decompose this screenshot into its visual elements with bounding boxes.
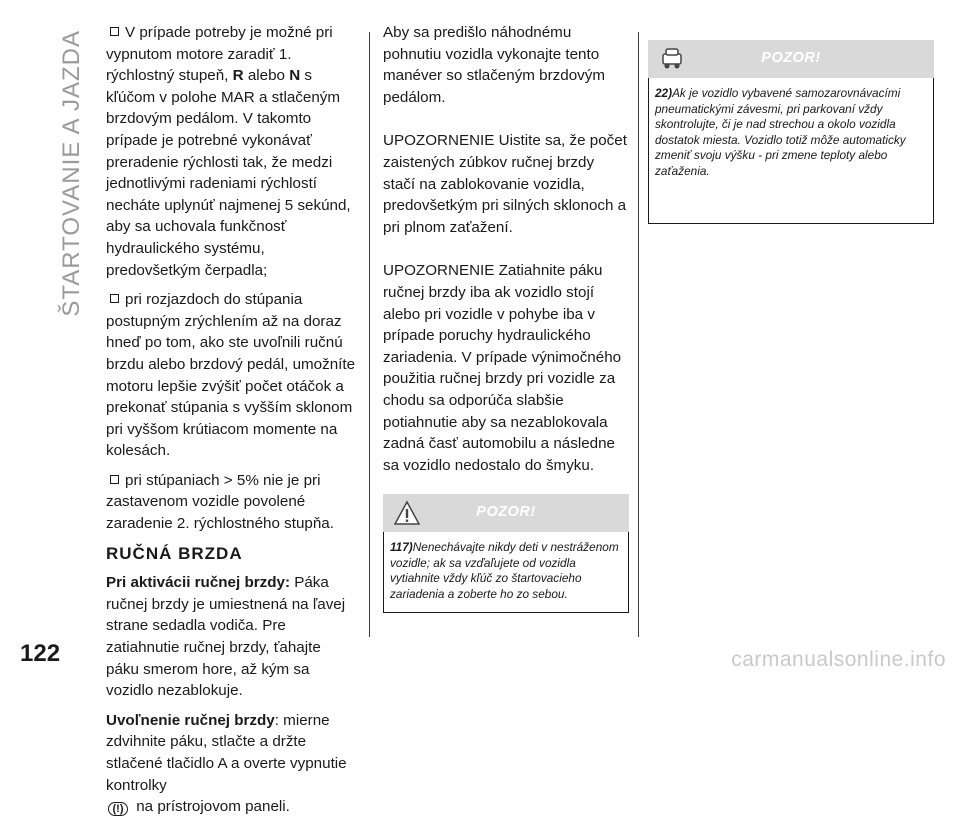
watermark: carmanualsonline.info [731,648,946,671]
chapter-side-title [52,30,92,330]
section-heading: RUČNÁ BRZDA [106,543,243,563]
column-3 [648,40,934,224]
column-1 [106,22,356,826]
page-number: 122 [20,640,61,667]
warning-box [648,40,934,224]
warning-triangle-icon [393,500,421,526]
activation-paragraph: Pri aktivácii ručnej brzdy: Páka ručnej brzdy je umiestnená na ľavej strane sedadla vodiča. Pre zatiahnutie ručnej brzdy, ťahajte páku smerom hore, až kým sa vozidlo nezablokuje. [106,574,346,700]
column-2 [383,22,629,613]
release-paragraph: Uvoľnenie ručnej brzdy: mierne zdvihnite páku, stlačte a držte stlačené tlačidlo A a overte vypnutie kontrolky (!) na prístrojovom paneli. [106,711,347,816]
warning-lamp-icon: (!) [108,802,128,816]
paragraph: Aby sa predišlo náhodnému pohnutiu vozidla vykonajte tento manéver so stlačeným brzdovým pedálom. [383,24,605,106]
bullet-item: pri rozjazdoch do stúpania postupným zrýchlením až na doraz hneď po tom, ako ste uvoľnili ručnú brzdu alebo brzdový pedál, umožníte motoru lepšie zvýšiť počet otáčok a prekonať stúpania s vyšším sklonom pri vyššom krútiacom momente na kolesách. [106,291,356,460]
checkbox-bullet-icon [110,475,119,484]
column-divider-1 [369,32,370,637]
car-warning-icon [658,46,686,72]
warning-title: POZOR! [761,50,821,67]
warning-body: 117)Nenechávajte nikdy deti v nestráženom vozidle; ak sa vzďaľujete od vozidla vytiahnite vždy kľúč zo štartovacieho zariadenia a zoberte ho zo sebou. [383,532,629,613]
warning-header [383,494,629,532]
warning-box [383,494,629,613]
column-divider-2 [638,32,639,637]
checkbox-bullet-icon [110,294,119,303]
bullet-item: V prípade potreby je možné pri vypnutom motore zaradiť 1. rýchlostný stupeň, R alebo N s kľúčom v polohe MAR a stlačeným brzdovým pedálom. V takomto prípade je potrebné vykonávať preradenie rýchlosti tak, že medzi jednotlivými radeniami rýchlostí necháte uplynúť najmenej 5 sekúnd, aby sa uchovala funkčnosť hydraulického systému, predovšetkým čerpadla; [106,24,351,279]
paragraph: UPOZORNENIE Uistite sa, že počet zaistených zúbkov ručnej brzdy stačí na zablokovanie vozidla, predovšetkým pri silných sklonoch a pri plnom zaťažení. [383,132,627,236]
checkbox-bullet-icon [110,27,119,36]
chapter-title-text: ŠTARTOVANIE A JAZDA [58,30,85,317]
warning-title: POZOR! [476,504,536,521]
bullet-item: pri stúpaniach > 5% nie je pri zastavenom vozidle povolené zaradenie 2. rýchlostného stupňa. [106,471,334,533]
warning-body: 22)Ak je vozidlo vybavené samozarovnávacími pneumatickými závesmi, pri parkovaní vždy skontrolujte, či je nad strechou a okolo vozidla dostatok miesta. Vozidlo totiž môže automaticky zmeniť svoju výšku - pri zmene teploty alebo zaťaženia. [648,78,934,224]
warning-header [648,40,934,78]
paragraph: UPOZORNENIE Zatiahnite páku ručnej brzdy iba ak vozidlo stojí alebo pri vozidle v pohybe iba v prípade poruchy hydraulického zariadenia. V prípade výnimočného použitia ručnej brzdy pri vozidle za chodu sa odporúča slabšie potiahnutie aby sa nezablokovala zadná časť automobilu a následne sa vozidlo nedostalo do šmyku. [383,262,622,474]
